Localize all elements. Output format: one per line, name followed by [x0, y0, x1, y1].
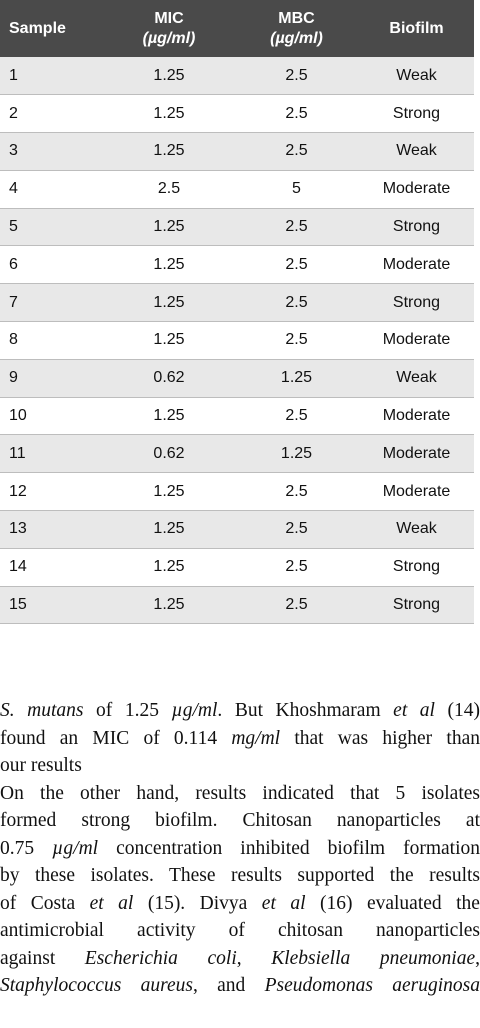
table-row	[0, 511, 474, 549]
cell-sample: 3	[0, 133, 104, 171]
cell-sample: 4	[0, 170, 104, 208]
cell-mbc: 2.5	[234, 586, 359, 624]
text-line: On the other hand, results indicated that 5 isolates	[0, 782, 480, 804]
cell-biofilm: Strong	[359, 548, 474, 586]
cell-mbc: 2.5	[234, 246, 359, 284]
text-line: antimicrobial activity of chitosan nanoparticles	[0, 920, 480, 941]
header-mic: MIC (µg/ml)	[142, 9, 196, 47]
table-row	[0, 586, 474, 624]
cell-mbc: 5	[234, 170, 359, 208]
text-line: of Costa et al (15). Divya et al (16) evaluated the	[0, 892, 480, 914]
table-row	[0, 359, 474, 397]
cell-mbc: 1.25	[234, 435, 359, 473]
cell-sample: 9	[0, 359, 104, 397]
cell-mic: 2.5	[104, 170, 234, 208]
cell-mic: 1.25	[104, 208, 234, 246]
cell-sample: 1	[0, 57, 104, 95]
table-row	[0, 435, 474, 473]
table-row	[0, 548, 474, 586]
text-line: S. mutans of 1.25 µg/ml. But Khoshmaram et al (14)	[0, 700, 480, 721]
paragraph-2	[0, 780, 480, 1000]
cell-mbc: 2.5	[234, 133, 359, 171]
cell-mic: 1.25	[104, 246, 234, 284]
cell-mic: 1.25	[104, 397, 234, 435]
cell-biofilm: Strong	[359, 284, 474, 322]
cell-mbc: 2.5	[234, 284, 359, 322]
cell-sample: 10	[0, 397, 104, 435]
cell-biofilm: Moderate	[359, 397, 474, 435]
cell-sample: 5	[0, 208, 104, 246]
text-line: found an MIC of 0.114 mg/ml that was higher than	[0, 727, 480, 749]
header-mbc: MBC (µg/ml)	[270, 9, 323, 47]
cell-mbc: 2.5	[234, 511, 359, 549]
cell-mbc: 2.5	[234, 208, 359, 246]
cell-mic: 1.25	[104, 322, 234, 360]
table-row	[0, 322, 474, 360]
text-line: our results	[0, 755, 82, 776]
cell-mic: 0.62	[104, 359, 234, 397]
cell-mic: 1.25	[104, 57, 234, 95]
cell-mic: 0.62	[104, 435, 234, 473]
header-sample: Sample	[9, 19, 66, 37]
cell-sample: 6	[0, 246, 104, 284]
cell-mic: 1.25	[104, 548, 234, 586]
cell-sample: 14	[0, 548, 104, 586]
cell-mbc: 2.5	[234, 322, 359, 360]
cell-mic: 1.25	[104, 586, 234, 624]
body-text	[0, 697, 480, 1000]
cell-mic: 1.25	[104, 284, 234, 322]
table-row	[0, 208, 474, 246]
table-row	[0, 284, 474, 322]
cell-sample: 7	[0, 284, 104, 322]
cell-sample: 13	[0, 511, 104, 549]
cell-biofilm: Strong	[359, 208, 474, 246]
paragraph-1	[0, 697, 480, 780]
cell-biofilm: Weak	[359, 359, 474, 397]
cell-biofilm: Moderate	[359, 473, 474, 511]
table-row	[0, 95, 474, 133]
table-row	[0, 397, 474, 435]
text-line: by these isolates. These results supported the results	[0, 865, 480, 886]
cell-sample: 15	[0, 586, 104, 624]
text-line: 0.75 µg/ml concentration inhibited biofilm formation	[0, 837, 480, 859]
cell-mic: 1.25	[104, 133, 234, 171]
header-biofilm: Biofilm	[389, 19, 444, 37]
table-row	[0, 473, 474, 511]
cell-sample: 8	[0, 322, 104, 360]
cell-mbc: 2.5	[234, 397, 359, 435]
cell-biofilm: Moderate	[359, 170, 474, 208]
cell-biofilm: Weak	[359, 133, 474, 171]
cell-biofilm: Weak	[359, 511, 474, 549]
text-line: formed strong biofilm. Chitosan nanoparticles at	[0, 810, 480, 831]
cell-mbc: 2.5	[234, 95, 359, 133]
cell-mic: 1.25	[104, 95, 234, 133]
cell-sample: 12	[0, 473, 104, 511]
cell-mbc: 2.5	[234, 548, 359, 586]
cell-mic: 1.25	[104, 473, 234, 511]
cell-biofilm: Strong	[359, 95, 474, 133]
cell-sample: 11	[0, 435, 104, 473]
cell-mic: 1.25	[104, 511, 234, 549]
cell-biofilm: Weak	[359, 57, 474, 95]
table-row	[0, 170, 474, 208]
table-row	[0, 133, 474, 171]
cell-biofilm: Strong	[359, 586, 474, 624]
cell-biofilm: Moderate	[359, 435, 474, 473]
cell-mbc: 1.25	[234, 359, 359, 397]
table-header-row	[0, 0, 474, 57]
table-row	[0, 57, 474, 95]
text-line: against Escherichia coli, Klebsiella pneumoniae,	[0, 947, 480, 969]
cell-biofilm: Moderate	[359, 322, 474, 360]
cell-biofilm: Moderate	[359, 246, 474, 284]
cell-mbc: 2.5	[234, 473, 359, 511]
table-row	[0, 246, 474, 284]
text-line: Staphylococcus aureus, and Pseudomonas aeruginosa	[0, 975, 480, 996]
cell-mbc: 2.5	[234, 57, 359, 95]
cell-sample: 2	[0, 95, 104, 133]
